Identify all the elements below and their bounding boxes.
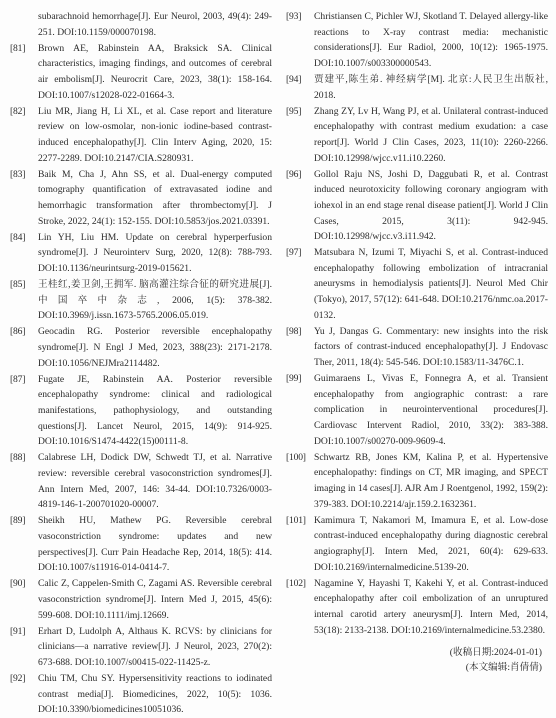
reference-item <box>10 230 272 277</box>
reference-item <box>10 324 272 371</box>
reference-number: [98] <box>286 325 302 337</box>
reference-item <box>10 9 272 40</box>
reference-text: Fugate JE, Rabinstein AA. Posterior reversible encephalopathy syndrome: clinical and radiological manifestations, pathophysiology, and outstanding questions[J]. Lancet Neurol, 2015, 14(9): 914-925. DOI:10.1016/S1474-4422(15)00111-8. <box>38 373 272 448</box>
reference-text: Yu J, Dangas G. Commentary: new insights into the risk factors of contrast-induced encephalopathy[J]. J Endovasc Ther, 2011, 18(4): 545-546. DOI:10.1583/11-3476C.1. <box>314 325 548 369</box>
reference-number: [99] <box>286 373 302 385</box>
reference-text: Guimaraens L, Vivas E, Fonnegra A, et al. Transient encephalopathy from angiographic contrast: a rare complication in neurointerventional procedures[J]. Cardiovasc Intervent Radiol, 2010, 33(2): 383-388. DOI:10.1007/s00270-009-9609-4. <box>314 373 548 447</box>
reference-number: [87] <box>10 373 26 385</box>
reference-item <box>286 167 548 245</box>
reference-text: Chiu TM, Chu SY. Hypersensitivity reactions to iodinated contrast media[J]. Biomedicines, 2022, 10(5): 1036. DOI:10.3390/biomedicines10051036. <box>38 673 272 716</box>
reference-item <box>10 104 272 166</box>
reference-item <box>10 41 272 103</box>
reference-number: [92] <box>10 673 26 685</box>
editor-credit: (本文编辑:肖倩倩) <box>465 662 542 673</box>
reference-number: [93] <box>286 11 302 22</box>
reference-text: Matsubara N, Izumi T, Miyachi S, et al. Contrast-induced encephalopathy following embolization of intracranial aneurysms in hemodialysis patients[J]. Neurol Med Chir (Tokyo), 2017, 57(12): 641-648. DOI:10.2176/nmc.oa.2017-0132. <box>314 247 548 321</box>
reference-item <box>286 245 548 323</box>
reference-text: 贾建平,陈生弟. 神经病学[M]. 北京:人民卫生出版社, 2018. <box>314 73 548 101</box>
reference-text: Lin YH, Liu HM. Update on cerebral hyperperfusion syndrome[J]. J Neurointerv Surg, 2020, 12(8): 788-793. DOI:10.1136/neurintsurg-2019-015621. <box>38 231 272 274</box>
reference-number: [96] <box>286 168 302 180</box>
reference-text: Calic Z, Cappelen-Smith C, Zagami AS. Reversible cerebral vasoconstriction syndrome[J]. Intern Med J, 2015, 45(6): 599-608. DOI:10.1111/imj.12669. <box>38 578 272 621</box>
reference-item <box>10 450 272 512</box>
reference-item <box>286 513 548 575</box>
reference-number: [83] <box>10 168 26 180</box>
reference-item <box>10 167 272 229</box>
reference-number: [85] <box>10 279 26 291</box>
reference-text: Schwartz RB, Jones KM, Kalina P, et al. Hypertensive encephalopathy: findings on CT, MR imaging, and SPECT imaging in 14 cases[J]. AJR Am J Roentgenol, 1992, 159(2): 379-383. DOI:10.2214/ajr.159.2.1632361. <box>314 451 548 510</box>
reference-text: Calabrese LH, Dodick DW, Schwedt TJ, et al. Narrative review: reversible cerebral vasoconstriction syndromes[J]. Ann Intern Med, 2007, 146: 34-44. DOI:10.7326/0003-4819-146-1-200701020-00007. <box>38 452 272 511</box>
reference-number: [90] <box>10 578 26 590</box>
reference-text: Erhart D, Ludolph A, Althaus K. RCVS: by clinicians for clinicians—a narrative review[J]. J Neurol, 2023, 270(2): 673-688. DOI:10.1007/s00415-022-11425-z. <box>38 625 272 668</box>
reference-text: Kamimura T, Nakamori M, Imamura E, et al. Low-dose contrast-induced encephalopathy during diagnostic cerebral angiography[J]. Intern Med, 2021, 60(4): 629-633. DOI:10.2169/internalmedicine.5139-20. <box>314 514 548 573</box>
reference-item <box>286 450 548 512</box>
reference-text: Gollol Raju NS, Joshi D, Daggubati R, et al. Contrast induced neurotoxicity following coronary angiogram with iohexol in an end stage renal disease patient[J]. World J Clin Cases, 2015, 3(11): 942-945. DOI:10.12998/wjcc.v3.i11.942. <box>314 168 548 243</box>
reference-text: Baik M, Cha J, Ahn SS, et al. Dual-energy computed tomography quantification of extravasated iodine and hemorrhagic transformation after thrombectomy[J]. J Stroke, 2022, 24(1): 152-155. DOI:10.5853/jos.2021.03391. <box>38 168 272 227</box>
reference-text: Christiansen C, Pichler WJ, Skotland T. Delayed allergy-like reactions to X-ray contrast media: mechanistic considerations[J]. Eur Radiol, 2000, 10(12): 1965-1975. DOI:10.1007/s003300000543. <box>314 11 548 69</box>
reference-item <box>10 671 272 718</box>
reference-text: subarachnoid hemorrhage[J]. Eur Neurol, 2003, 49(4): 249-251. DOI:10.1159/000070198. <box>38 11 272 38</box>
reference-text: Liu MR, Jiang H, Li XL, et al. Case report and literature review on low-osmolar, non-ionic iodine-based contrast-induced encephalopathy[J]. Clin Interv Aging, 2020, 15: 2277-2289. DOI:10.2147/CIA.S280931. <box>38 105 272 164</box>
references-right-column <box>286 9 548 639</box>
reference-number: [95] <box>286 105 302 117</box>
reference-item <box>10 513 272 575</box>
reference-item <box>10 372 272 450</box>
reference-item <box>10 576 272 623</box>
reference-text: Brown AE, Rabinstein AA, Braksick SA. Clinical characteristics, imaging findings, and outcomes of cerebral air embolism[J]. Neurocrit Care, 2023, 38(1): 158-164. DOI:10.1007/s12028-022-01664-3. <box>38 42 272 101</box>
reference-text: Nagamine Y, Hayashi T, Kakehi Y, et al. Contrast-induced encephalopathy after coil embolization of an unruptured internal carotid artery aneurysm[J]. Intern Med, 2014, 53(18): 2133-2138. DOI:10.2169/internalmedicine.53.2380. <box>314 577 548 636</box>
reference-text: Zhang ZY, Lv H, Wang PJ, et al. Unilateral contrast-induced encephalopathy with contrast medium exudation: a case report[J]. World J Clin Cases, 2023, 11(10): 2260-2266. DOI:10.12998/wjcc.v11.i10.2260. <box>314 105 548 164</box>
reference-item <box>286 72 548 103</box>
received-date: (收稿日期:2024-01-01) <box>449 647 542 658</box>
reference-number: [100] <box>286 451 306 463</box>
reference-number: [97] <box>286 247 302 259</box>
reference-item <box>10 277 272 324</box>
reference-item <box>286 371 548 449</box>
reference-number: [102] <box>286 577 306 589</box>
reference-item <box>286 9 548 71</box>
references-left-column <box>10 9 272 718</box>
reference-item <box>286 576 548 638</box>
reference-number: [81] <box>10 42 26 54</box>
reference-number: [86] <box>10 326 26 338</box>
reference-number: [89] <box>10 515 26 527</box>
reference-text: Sheikh HU, Mathew PG. Reversible cerebral vasoconstriction syndrome: updates and new perspectives[J]. Curr Pain Headache Rep, 2014, 18(5): 414. DOI:10.1007/s11916-014-0414-7. <box>38 515 272 574</box>
reference-number: [84] <box>10 231 26 243</box>
reference-item <box>10 624 272 671</box>
reference-text: Geocadin RG. Posterior reversible encephalopathy syndrome[J]. N Engl J Med, 2023, 388(23): 2171-2178. DOI:10.1056/NEJMra2114482. <box>38 326 272 369</box>
reference-item <box>286 104 548 166</box>
reference-number: [101] <box>286 514 306 526</box>
reference-number: [91] <box>10 625 26 637</box>
reference-number: [94] <box>286 73 302 85</box>
reference-number: [88] <box>10 452 26 464</box>
reference-number: [82] <box>10 105 26 117</box>
reference-item <box>286 324 548 371</box>
reference-text: 王桂红,姜卫剑,王拥军. 脑高灌注综合征的研究进展[J]. 中国卒中杂志, 2006, 1(5): 378-382. DOI:10.3969/j.issn.1673-5765.2006.05.019. <box>38 279 272 322</box>
